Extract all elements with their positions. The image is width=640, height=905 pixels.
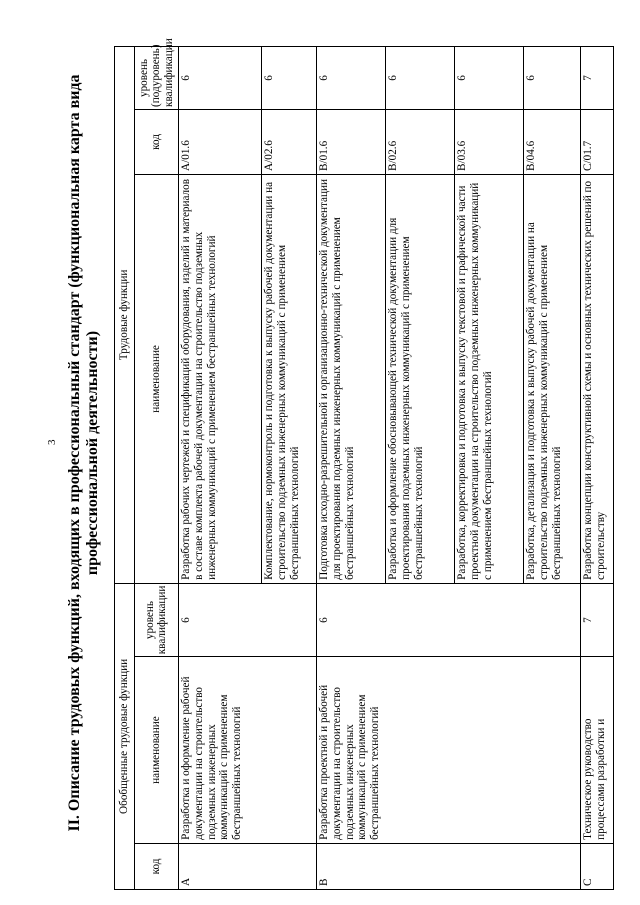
func-code-cell: A/01.6 (179, 109, 262, 174)
func-name-cell: Подготовка исходно-разрешительной и организационно-технической документации для проектирования подземных инженерных коммуникаций с применением бестраншейных технологий (317, 174, 386, 583)
header-gen-name: наименование (134, 657, 179, 844)
func-code-cell: B/02.6 (386, 109, 455, 174)
section-title (66, 13, 102, 893)
table-row (581, 47, 614, 890)
func-level-cell: 6 (524, 47, 581, 110)
gen-code-cell: A (179, 843, 317, 889)
gen-name-cell: Техническое руководство процессами разработки и (581, 657, 614, 844)
title-line-2: профессиональной деятельности) (84, 330, 101, 576)
header-row-1 (115, 47, 135, 890)
func-name-cell: Разработка, корректировка и подготовка к выпуску текстовой и графической части проектной документации на строительство подземных инженерных коммуникаций с применением бестраншейных технологий (455, 174, 524, 583)
func-code-cell: C/01.7 (581, 109, 614, 174)
gen-code-cell: B (317, 843, 581, 889)
gen-level-cell: 6 (179, 583, 317, 656)
gen-name-cell: Разработка и оформление рабочей документации на строительство подземных инженерных коммуникаций с применением бестраншейных технологий (179, 657, 317, 844)
header-gen-level: уровень квалификации (134, 583, 179, 656)
func-level-cell: 7 (581, 47, 614, 110)
func-name-cell: Разработка рабочих чертежей и спецификаций оборудования, изделий и материалов в составе комплекта рабочей документации на строительство подземных инженерных коммуникаций с применением бестраншейных технологий (179, 174, 262, 583)
func-level-cell: 6 (386, 47, 455, 110)
func-code-cell: B/03.6 (455, 109, 524, 174)
func-name-cell: Разработка и оформление обосновывающей технической документации для проектирования подземных инженерных коммуникаций с применением бестраншейных технологий (386, 174, 455, 583)
gen-level-cell: 7 (581, 583, 614, 656)
table-row (179, 47, 262, 890)
header-func-name: наименование (134, 174, 179, 583)
func-level-cell: 6 (262, 47, 317, 110)
func-code-cell: A/02.6 (262, 109, 317, 174)
func-name-cell: Комплектование, нормоконтроль и подготовка к выпуску рабочей документации на строительство подземных инженерных коммуникаций с применением бестраншейных технологий (262, 174, 317, 583)
gen-name-cell: Разработка проектной и рабочей документации на строительство подземных инженерных коммуникаций с применением бестраншейных технологий (317, 657, 581, 844)
functional-map-table (114, 38, 614, 890)
header-gen-code: код (134, 843, 179, 889)
page-number: 3 (46, 439, 58, 445)
func-name-cell: Разработка, детализация и подготовка к выпуску рабочей документации на строительство подземных инженерных коммуникаций с применением бестраншейных технологий (524, 174, 581, 583)
header-labor: Трудовые функции (115, 47, 135, 584)
title-line-1: II. Описание трудовых функций, входящих в профессиональный стандарт (функциональная карта вида (66, 74, 83, 832)
header-func-level: уровень (подуровень) квалификации (134, 47, 179, 110)
header-generalized: Обобщенные трудовые функции (115, 583, 135, 889)
func-name-cell: Разработка концепции конструктивной схемы и основных технических решений по строительству (581, 174, 614, 583)
func-code-cell: B/04.6 (524, 109, 581, 174)
gen-code-cell: C (581, 843, 614, 889)
table-row (317, 47, 386, 890)
gen-level-cell: 6 (317, 583, 581, 656)
header-row-2 (134, 47, 179, 890)
func-level-cell: 6 (179, 47, 262, 110)
func-level-cell: 6 (317, 47, 386, 110)
func-level-cell: 6 (455, 47, 524, 110)
func-code-cell: B/01.6 (317, 109, 386, 174)
header-func-code: код (134, 109, 179, 174)
